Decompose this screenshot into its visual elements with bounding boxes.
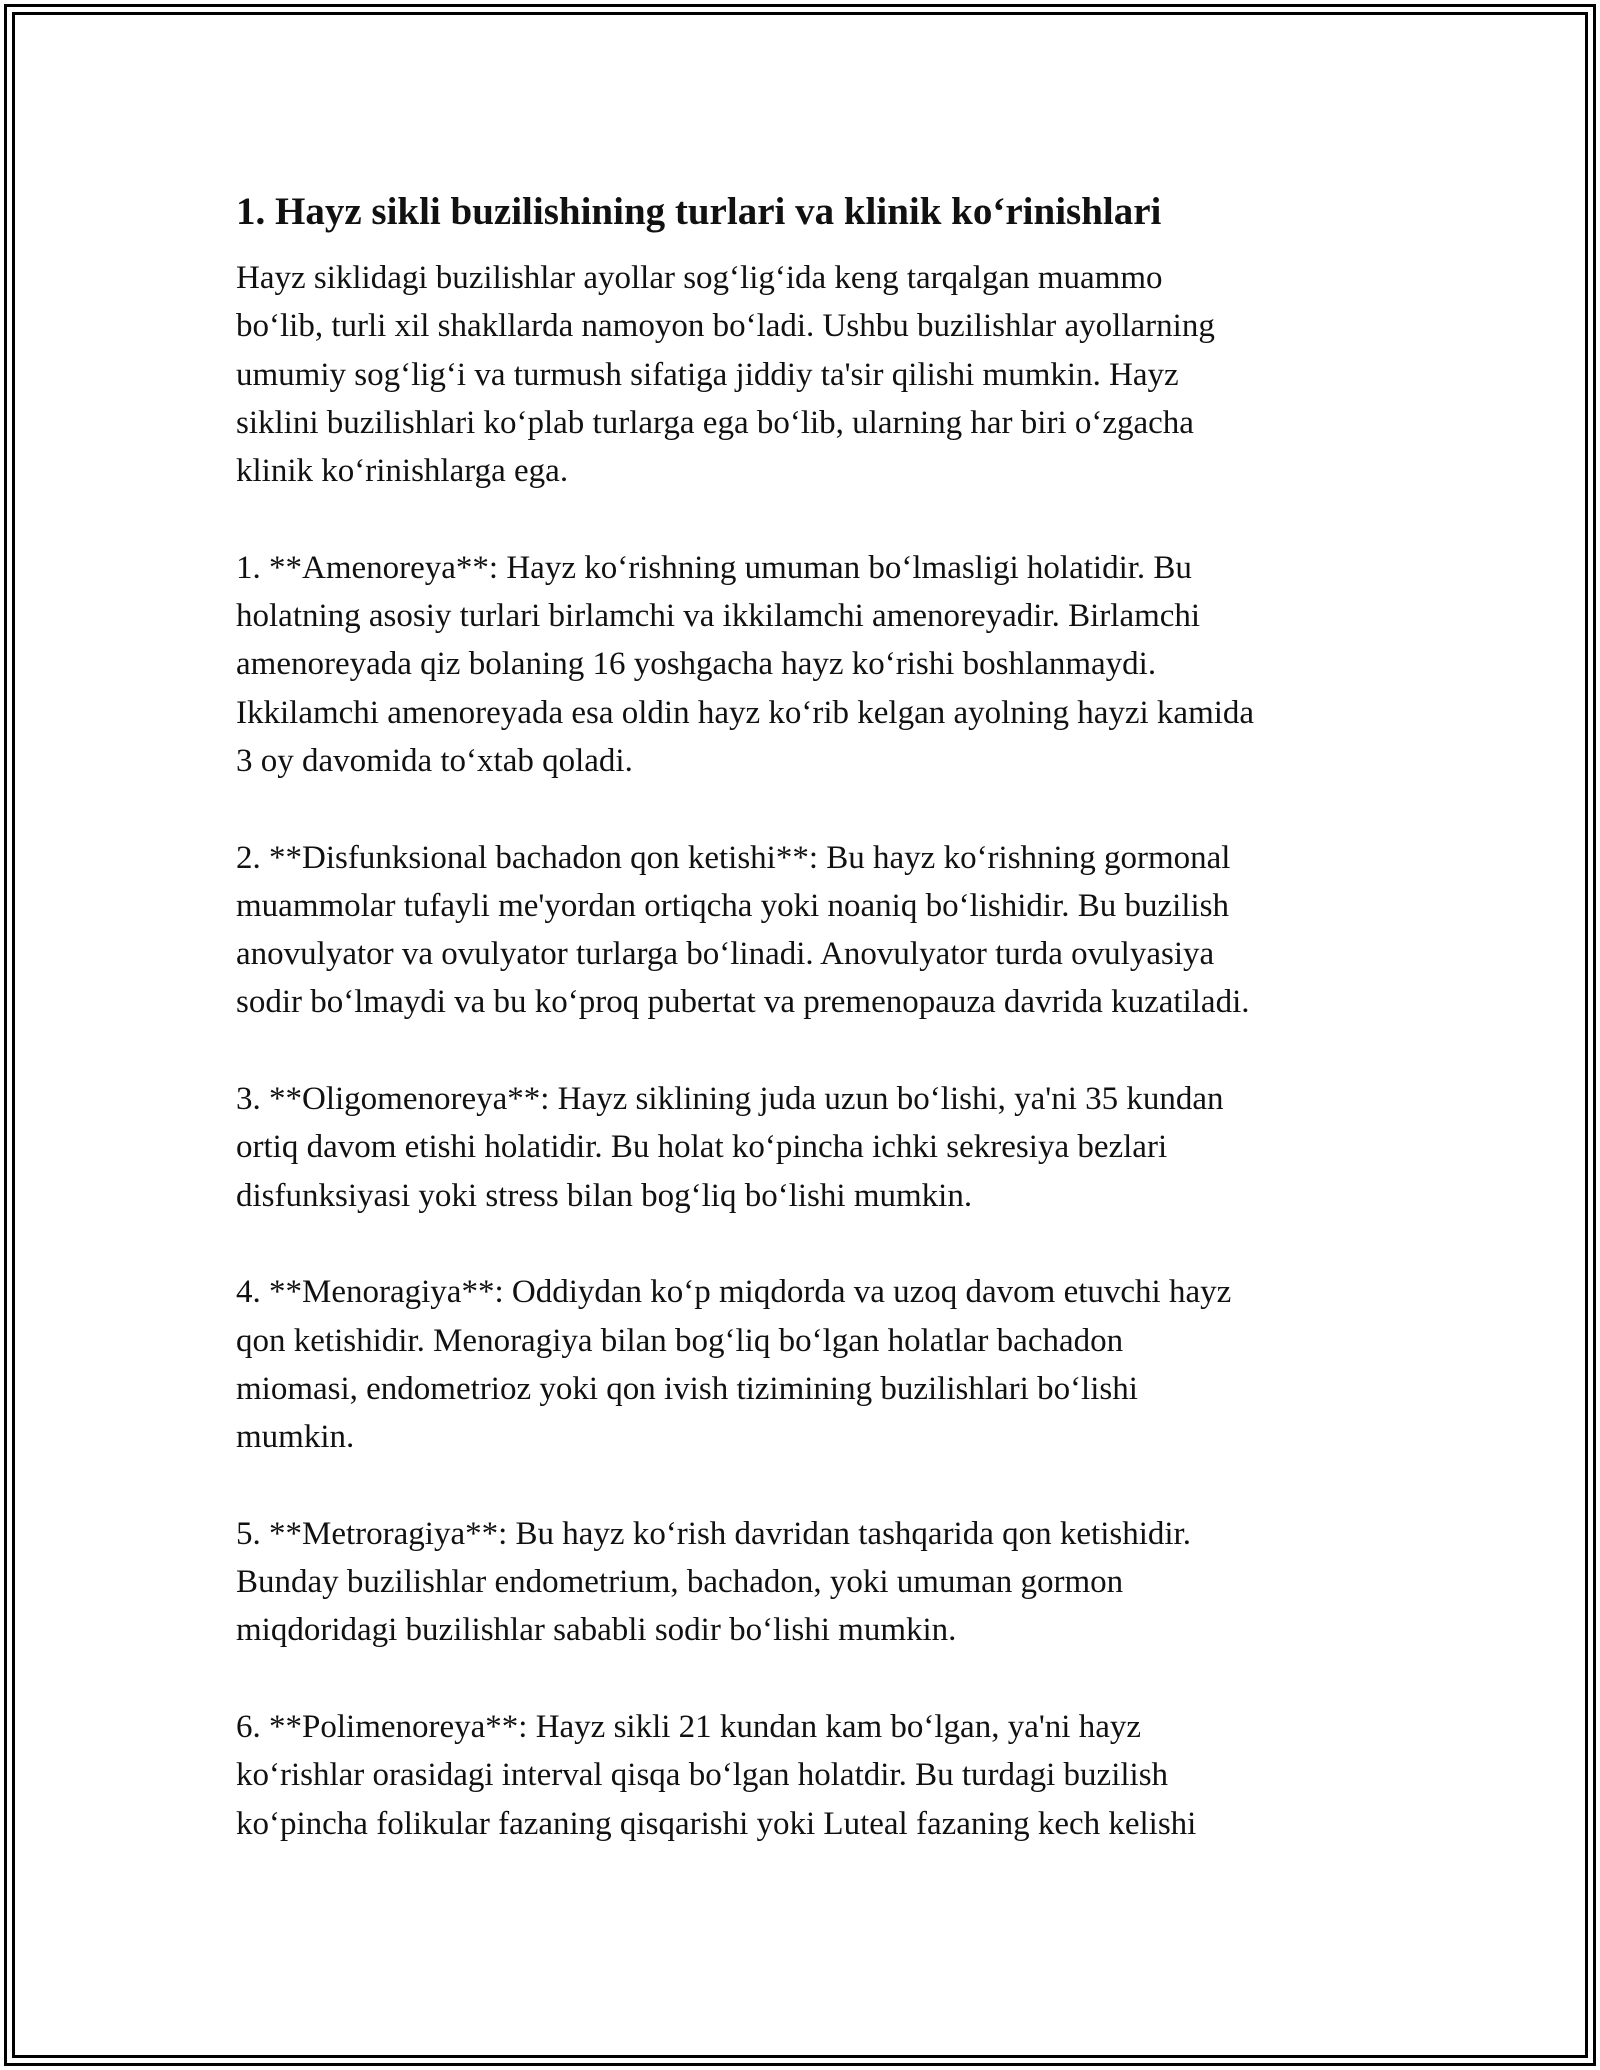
- intro-paragraph: Hayz siklidagi buzilishlar ayollar sog‘lig‘ida keng tarqalgan muammo bo‘lib, turli xil shakllarda namoyon bo‘ladi. Ushbu buzilishlar ayollarning umumiy sog‘lig‘i va turmush sifatiga jiddiy ta'sir qilishi mumkin. Hayz siklini buzilishlari ko‘plab turlarga ega bo‘lib, ularning har biri o‘zgacha klinik ko‘rinishlarga ega.: [236, 260, 1215, 490]
- document-body: [236, 186, 1386, 1848]
- list-item-disfunksional: 2. **Disfunksional bachadon qon ketishi**: Bu hayz ko‘rishning gormonal muammolar tufayli me'yordan ortiqcha yoki noaniq bo‘lishidir. Bu buzilish anovulyator va ovulyator turlarga bo‘linadi. Anovulyator turda ovulyasiya sodir bo‘lmaydi va bu ko‘proq pubertat va premenopauza davrida kuzatiladi.: [236, 839, 1250, 1021]
- list-item-polimenoreya: 6. **Polimenoreya**: Hayz sikli 21 kundan kam bo‘lgan, ya'ni hayz ko‘rishlar orasidagi interval qisqa bo‘lgan holatdir. Bu turdagi buzilish ko‘pincha folikular fazaning qisqarishi yoki Luteal fazaning kech kelishi: [236, 1708, 1197, 1842]
- list-item-amenoreya: 1. **Amenoreya**: Hayz ko‘rishning umuman bo‘lmasligi holatidir. Bu holatning asosiy turlari birlamchi va ikkilamchi amenoreyadir. Birlamchi amenoreyada qiz bolaning 16 yoshgacha hayz ko‘rishi boshlanmaydi. Ikkilamchi amenoreyada esa oldin hayz ko‘rib kelgan ayolning hayzi kamida 3 oy davomida to‘xtab qoladi.: [236, 549, 1255, 779]
- list-item-menoragiya: 4. **Menoragiya**: Oddiydan ko‘p miqdorda va uzoq davom etuvchi hayz qon ketishidir. Menoragiya bilan bog‘liq bo‘lgan holatlar bachadon miomasi, endometrioz yoki qon ivish tizimining buzilishlari bo‘lishi mumkin.: [236, 1274, 1232, 1456]
- section-heading: 1. Hayz sikli buzilishining turlari va klinik ko‘rinishlari: [236, 190, 1162, 233]
- list-item-oligomenoreya: 3. **Oligomenoreya**: Hayz siklining juda uzun bo‘lishi, ya'ni 35 kundan ortiq davom etishi holatidir. Bu holat ko‘pincha ichki sekresiya bezlari disfunksiyasi yoki stress bilan bog‘liq bo‘lishi mumkin.: [236, 1081, 1224, 1214]
- list-item-metroragiya: 5. **Metroragiya**: Bu hayz ko‘rish davridan tashqarida qon ketishidir. Bunday buzilishlar endometrium, bachadon, yoki umuman gormon miqdoridagi buzilishlar sababli sodir bo‘lishi mumkin.: [236, 1515, 1191, 1649]
